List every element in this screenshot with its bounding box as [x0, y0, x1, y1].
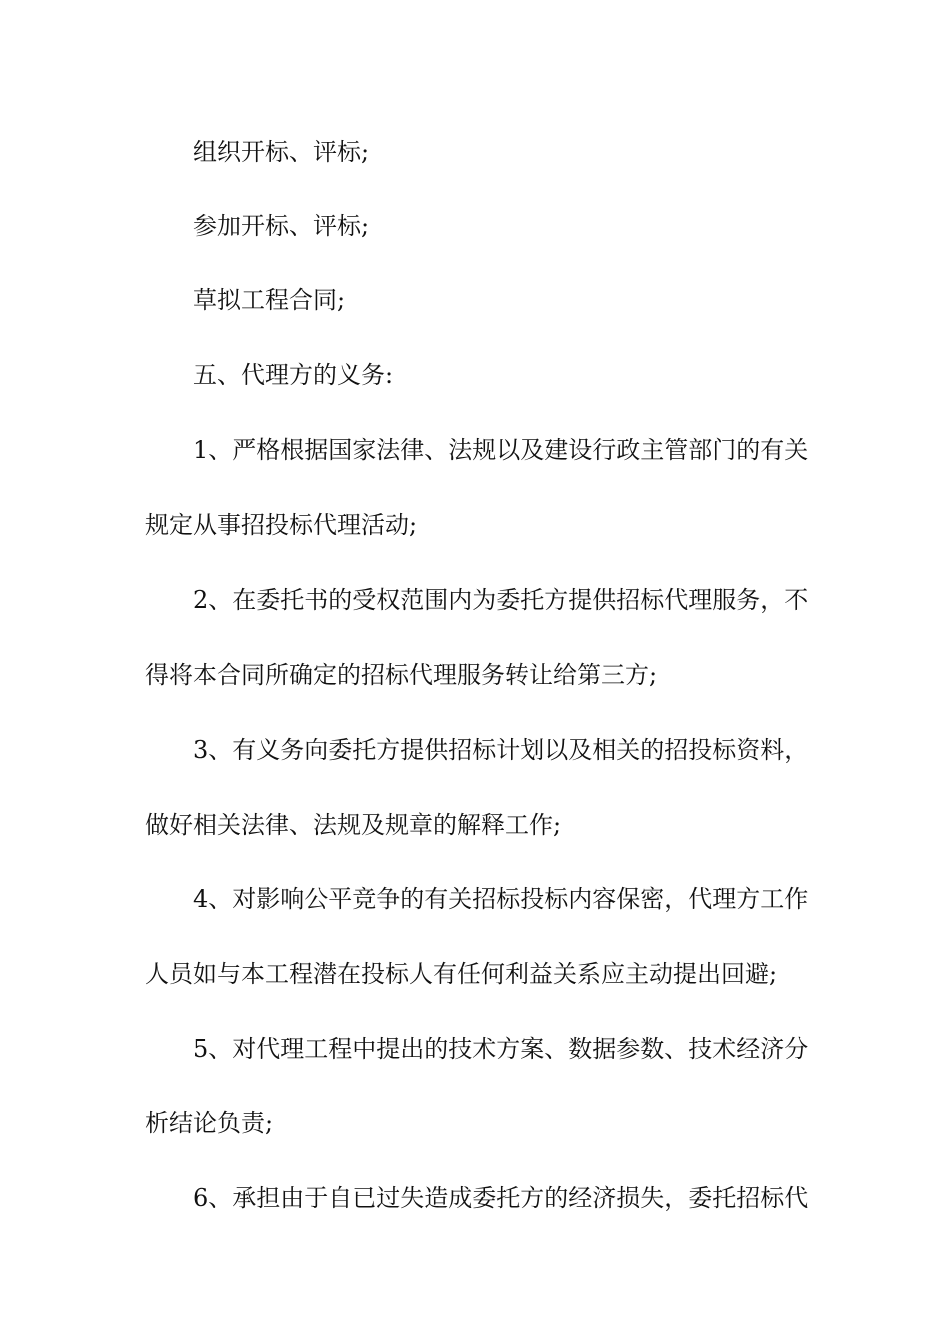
obligation-5-line-1: 5、对代理工程中提出的技术方案、数据参数、技术经济分 — [193, 1035, 809, 1063]
obligation-3-line-1: 3、有义务向委托方提供招标计划以及相关的招投标资料， — [193, 736, 809, 764]
section-heading-agent-obligations: 五、代理方的义务: — [193, 361, 394, 389]
obligation-5-line-2: 析结论负责; — [145, 1109, 274, 1137]
list-item-draft-contract: 草拟工程合同; — [193, 286, 346, 314]
obligation-2-line-1: 2、在委托书的受权范围内为委托方提供招标代理服务，不 — [193, 586, 809, 614]
list-item-attend-bid-opening: 参加开标、评标; — [193, 212, 370, 240]
obligation-2-line-2: 得将本合同所确定的招标代理服务转让给第三方; — [145, 661, 658, 689]
obligation-4-line-2: 人员如与本工程潜在投标人有任何利益关系应主动提出回避; — [145, 960, 778, 988]
list-item-organize-bid-opening: 组织开标、评标; — [193, 138, 370, 166]
obligation-1-line-2: 规定从事招投标代理活动; — [145, 511, 418, 539]
obligation-1-line-1: 1、严格根据国家法律、法规以及建设行政主管部门的有关 — [193, 436, 809, 464]
obligation-4-line-1: 4、对影响公平竞争的有关招标投标内容保密，代理方工作 — [193, 885, 809, 913]
obligation-6-line-1: 6、承担由于自已过失造成委托方的经济损失，委托招标代 — [193, 1184, 809, 1212]
obligation-3-line-2: 做好相关法律、法规及规章的解释工作; — [145, 811, 562, 839]
